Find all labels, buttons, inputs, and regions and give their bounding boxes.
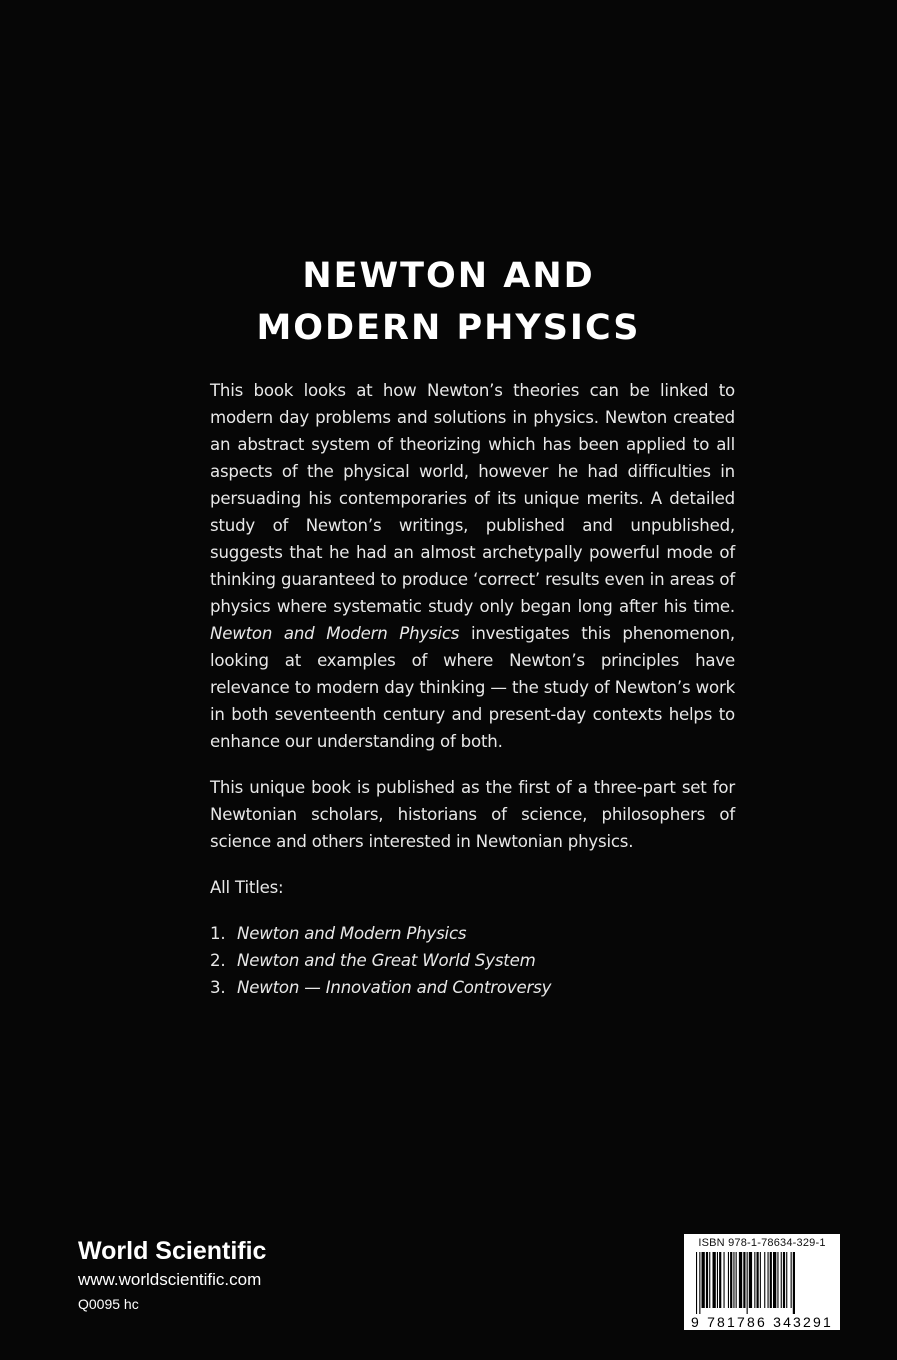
barcode-bars: [696, 1252, 832, 1314]
title-list: [210, 920, 735, 1001]
book-title: [0, 250, 897, 354]
barcode-bar: [717, 1252, 718, 1308]
barcode-bar: [739, 1252, 742, 1308]
title-line-2: MODERN PHYSICS: [256, 308, 641, 348]
barcode-bar: [786, 1252, 787, 1308]
product-code: Q0095 hc: [78, 1296, 139, 1312]
barcode-bar: [760, 1252, 761, 1308]
title-line-1: NEWTON AND: [302, 256, 595, 296]
description-paragraph-1: [210, 377, 735, 755]
barcode-bar: [736, 1252, 737, 1308]
barcode-bar: [791, 1252, 792, 1308]
barcode-bar: [702, 1252, 705, 1308]
barcode-bar: [699, 1252, 700, 1314]
barcode-bar: [773, 1252, 776, 1308]
list-item: [210, 974, 735, 1001]
barcode-bar: [781, 1252, 782, 1308]
barcode-bar: [709, 1252, 710, 1308]
barcode-bar: [768, 1252, 769, 1308]
list-item-number: 3.: [210, 978, 226, 997]
list-item-title: Newton and Modern Physics: [237, 924, 467, 943]
barcode-digits: 9 781786 343291: [691, 1314, 833, 1330]
publisher-block: [78, 1236, 266, 1314]
barcode-bar: [733, 1252, 734, 1308]
description-p1-part-b: investigates this phenomenon, looking at examples of where Newton’s principles have relevance to modern day thinking — the study of Newton’s work in both seventeenth century and present-day contexts helps to enhance our understanding of both.: [210, 624, 735, 751]
barcode-bar: [747, 1252, 748, 1314]
barcode-bar: [749, 1252, 752, 1308]
barcode-bar: [724, 1252, 725, 1308]
barcode-bar: [793, 1252, 795, 1314]
list-item: [210, 920, 735, 947]
barcode-bar: [728, 1252, 729, 1308]
barcode-bar: [783, 1252, 785, 1308]
barcode-bar: [777, 1252, 778, 1308]
list-item-title: Newton and the Great World System: [237, 951, 536, 970]
publisher-url: www.worldscientific.com: [78, 1270, 262, 1289]
list-item-number: 2.: [210, 951, 226, 970]
barcode-bar: [743, 1252, 745, 1308]
barcode-bar: [706, 1252, 708, 1308]
barcode: [684, 1234, 840, 1330]
list-item: [210, 947, 735, 974]
book-description: [210, 377, 735, 1001]
list-item-title: Newton — Innovation and Controversy: [237, 978, 552, 997]
description-p1-part-a: This book looks at how Newton’s theories can be linked to modern day problems and solutions in physics. Newton created an abstract system of theorizing which has been applied to all aspects of the physical world, however he had difficulties in persuading his contemporaries of its unique merits. A detailed study of Newton’s writings, published and unpublished, suggests that he had an almost archetypally powerful mode of thinking guaranteed to produce ‘correct’ results even in areas of physics where systematic study only began long after his time.: [210, 381, 735, 616]
barcode-bar: [719, 1252, 721, 1308]
description-paragraph-2: This unique book is published as the first of a three-part set for Newtonian scholars, historians of science, philosophers of science and others interested in Newtonian physics.: [210, 778, 735, 851]
description-p1-italic-title: Newton and Modern Physics: [210, 624, 460, 643]
isbn-label: ISBN 978-1-78634-329-1: [698, 1237, 826, 1249]
publisher-name: World Scientific: [78, 1237, 267, 1265]
list-item-number: 1.: [210, 924, 226, 943]
barcode-bar: [730, 1252, 732, 1308]
barcode-bar: [713, 1252, 716, 1308]
all-titles-label: All Titles:: [210, 878, 284, 897]
barcode-bar: [754, 1252, 755, 1308]
barcode-bar: [764, 1252, 765, 1308]
barcode-bar: [757, 1252, 759, 1308]
barcode-bar: [696, 1252, 697, 1314]
barcode-bar: [770, 1252, 772, 1308]
